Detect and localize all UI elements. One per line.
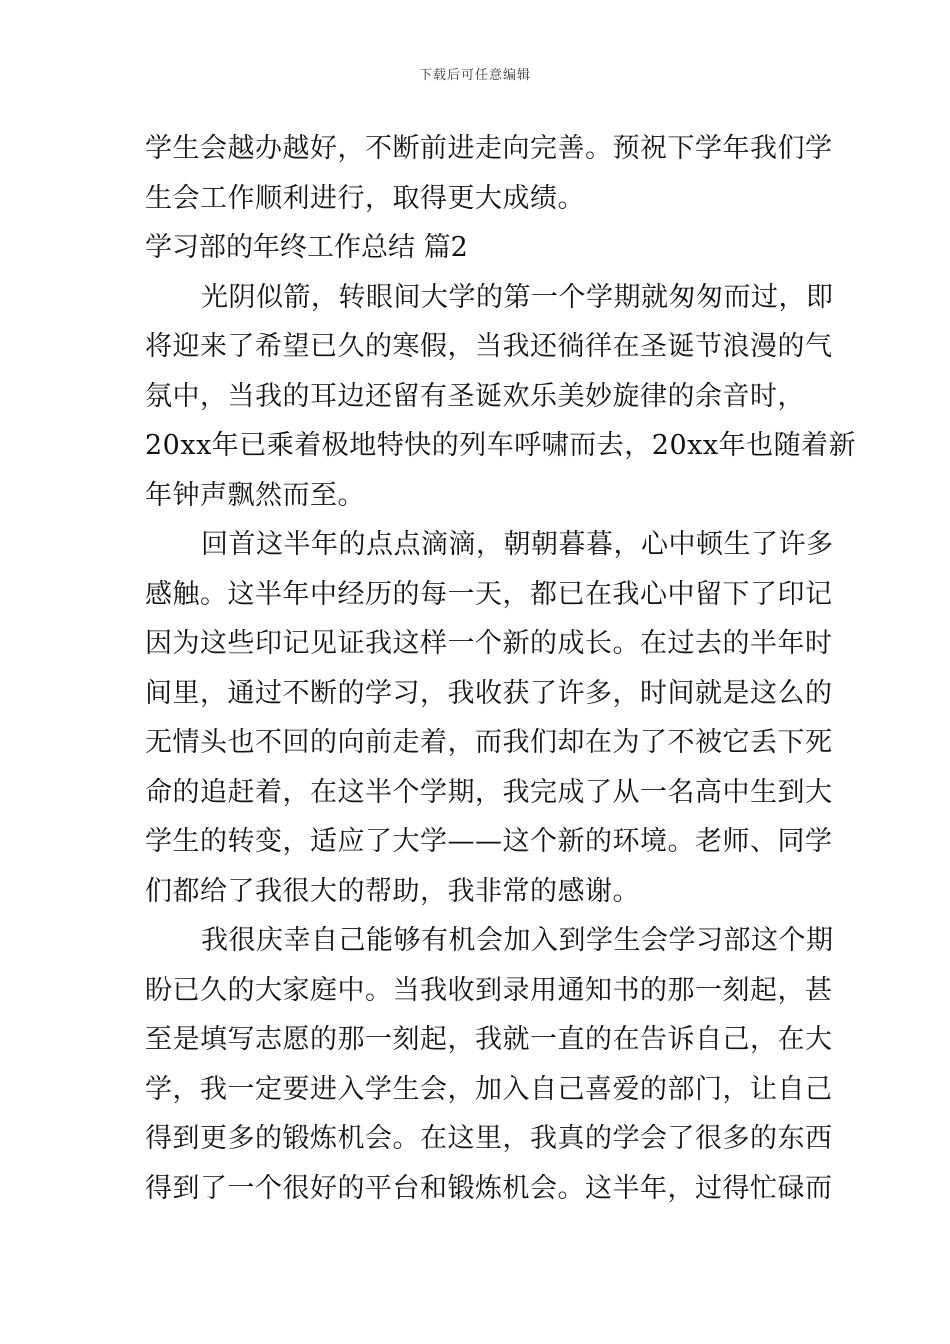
text-line: 氛中，当我的耳边还留有圣诞欢乐美妙旋律的余音时， <box>145 380 805 412</box>
text-line: 将迎来了希望已久的寒假，当我还徜徉在圣诞节浪漫的气 <box>145 331 833 362</box>
text-line: 至是填写志愿的那一刻起，我就一直的在告诉自己，在大 <box>145 1024 833 1055</box>
text-line: 盼已久的大家庭中。当我收到录用通知书的那一刻起，甚 <box>145 974 833 1006</box>
text-line: 间里，通过不断的学习，我收获了许多，时间就是这么的 <box>145 677 833 709</box>
text-line: 我很庆幸自己能够有机会加入到学生会学习部这个期 <box>201 925 834 956</box>
text-line: 学生的转变，适应了大学——这个新的环境。老师、同学 <box>145 826 833 857</box>
text-line: 因为这些印记见证我这样一个新的成长。在过去的半年时 <box>145 628 833 659</box>
text-line: 20xx年已乘着极地特快的列车呼啸而去，20xx年也随着新 <box>145 430 857 461</box>
text-line: 命的追赶着，在这半个学期，我完成了从一名高中生到大 <box>145 776 833 808</box>
text-line: 们都给了我很大的帮助，我非常的感谢。 <box>145 875 640 907</box>
text-line: 学，我一定要进入学生会，加入自己喜爱的部门，让自己 <box>145 1073 833 1105</box>
text-line: 得到更多的锻炼机会。在这里，我真的学会了很多的东西 <box>145 1123 833 1154</box>
text-line: 感触。这半年中经历的每一天，都已在我心中留下了印记 <box>145 578 833 610</box>
text-line: 学生会越办越好，不断前进走向完善。预祝下学年我们学 <box>145 133 833 164</box>
page-header: 下载后可任意编辑 <box>418 68 531 83</box>
text-line: 得到了一个很好的平台和锻炼机会。这半年，过得忙碌而 <box>145 1172 833 1204</box>
text-line: 生会工作顺利进行，取得更大成绩。 <box>145 182 585 214</box>
document-body <box>145 124 857 1213</box>
text-line: 回首这半年的点点滴滴，朝朝暮暮，心中顿生了许多 <box>201 529 834 560</box>
text-line: 光阴似箭，转眼间大学的第一个学期就匆匆而过，即 <box>201 281 834 313</box>
section-heading: 学习部的年终工作总结 篇2 <box>145 232 468 263</box>
text-line: 无情头也不回的向前走着，而我们却在为了不被它丢下死 <box>145 727 833 758</box>
text-line: 年钟声飘然而至。 <box>145 479 365 511</box>
